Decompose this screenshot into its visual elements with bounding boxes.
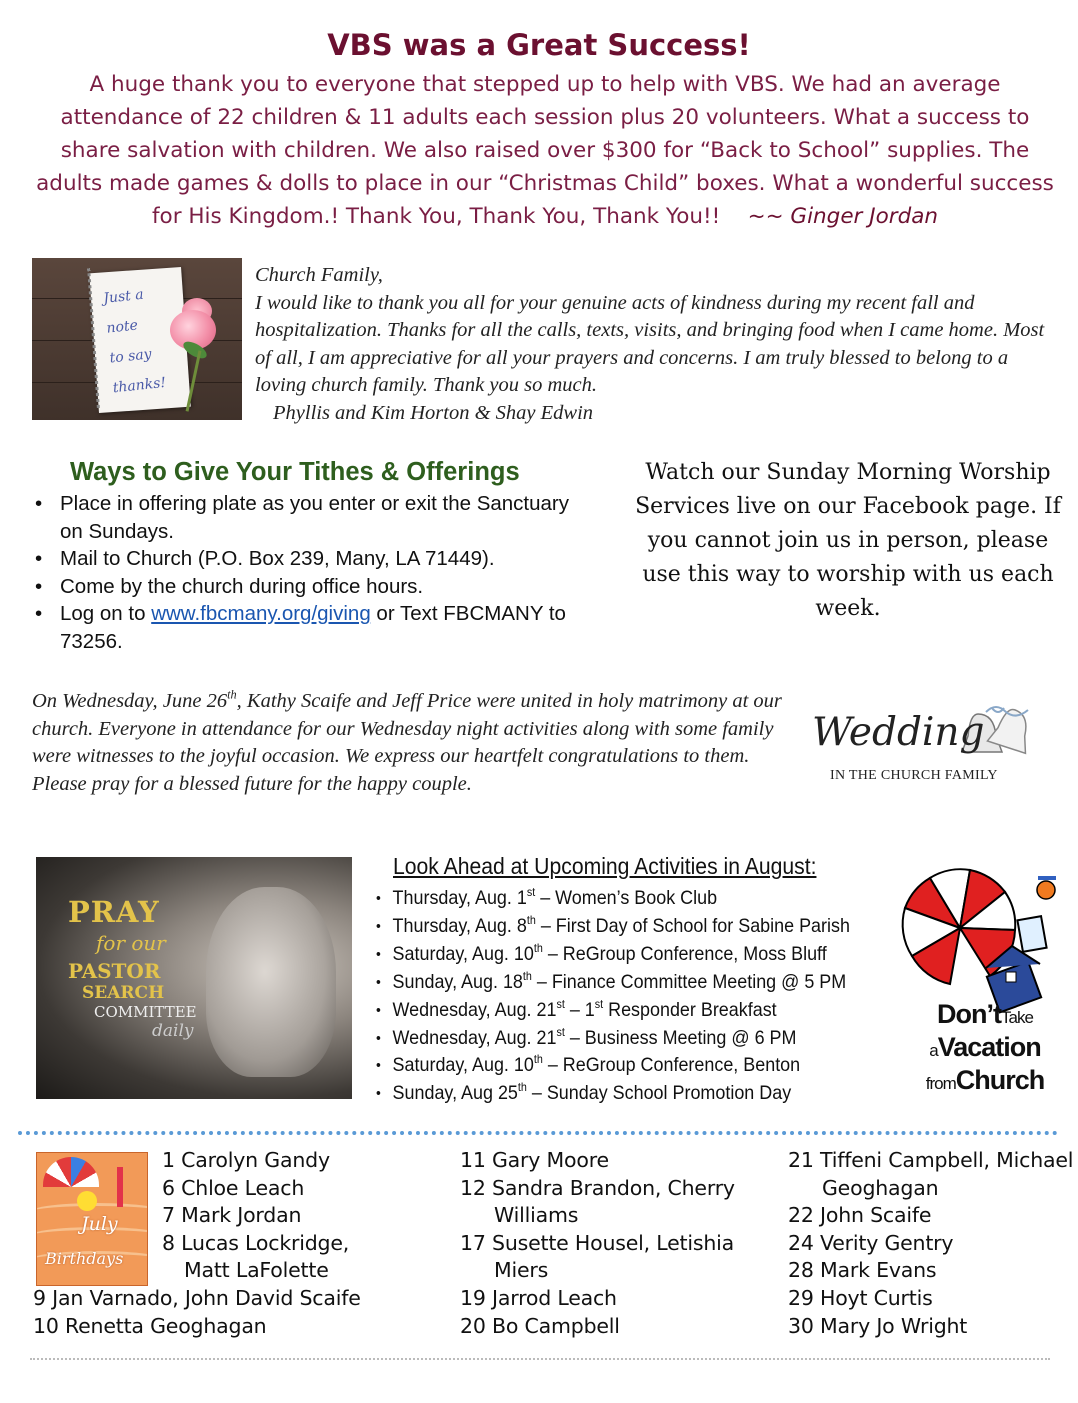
- online-suffix: or Text FBCMANY to 73256.: [60, 602, 566, 653]
- birthday-entry: 24 Verity Gentry: [788, 1230, 954, 1255]
- activity-sup: th: [517, 1081, 527, 1095]
- birthday-image-month: July: [81, 1213, 118, 1235]
- tithes-list: [32, 490, 592, 655]
- pray-line: for our: [96, 931, 166, 955]
- july-birthdays-image: [36, 1152, 148, 1286]
- bottom-divider: [30, 1358, 1050, 1360]
- list-item: [32, 600, 592, 655]
- activity-desc: – ReGroup Conference, Benton: [542, 1054, 801, 1077]
- activity-desc: – 1: [564, 998, 595, 1021]
- vacation-word: Church: [955, 1065, 1045, 1095]
- vbs-title: VBS was a Great Success!: [327, 28, 751, 62]
- activity-date: Sunday, Aug. 18: [392, 970, 523, 993]
- activity-date: Thursday, Aug. 8: [392, 914, 527, 937]
- activity-desc: – ReGroup Conference, Moss Bluff: [542, 942, 827, 965]
- activity-sup: th: [522, 969, 532, 983]
- section-divider: [18, 1131, 1058, 1135]
- birthday-column-1-continued: [33, 1285, 453, 1340]
- activities-list: [376, 885, 896, 1108]
- thank-you-letter: [255, 262, 1060, 427]
- wedding-logo-word: Wedding: [812, 710, 985, 755]
- activity-date: Wednesday, Aug. 21: [392, 998, 557, 1021]
- wedding-text-part2: , Kathy Scaife and Jeff Price were united in holy matrimony at our church. Everyone in attendance for our Wednesday night activities along with some family were witnesses to the joyful occasion. We express our heartfelt congratulations to them. Please pray for a blessed future for the happy couple.: [32, 690, 782, 795]
- activity-sup: st: [526, 885, 536, 899]
- pray-line: PASTOR: [68, 959, 161, 983]
- activity-date: Saturday, Aug. 10: [392, 942, 534, 965]
- birthday-entry: Geoghagan: [822, 1175, 939, 1200]
- vacation-slogan: [905, 1000, 1065, 1099]
- pray-line: COMMITTEE: [94, 1003, 197, 1021]
- birthday-entry: 7 Mark Jordan: [162, 1203, 302, 1228]
- list-item: • Mail to Church (P.O. Box 239, Many, LA 71449).: [32, 545, 592, 573]
- vacation-word: Don’t: [937, 999, 1002, 1029]
- birthday-entry: 21 Tiffeni Campbell, Michael: [788, 1148, 1074, 1172]
- activity-desc: – Sunday School Promotion Day: [526, 1082, 792, 1105]
- vacation-umbrella-icon: [900, 868, 1060, 1018]
- list-item: • Come by the church during office hours.: [32, 573, 592, 601]
- vacation-word: from: [925, 1074, 956, 1093]
- note-script-line: thanks!: [112, 374, 167, 397]
- birthday-entry: 22 John Scaife: [788, 1203, 932, 1228]
- activity-sup: th: [533, 941, 543, 955]
- birthday-entry: 11 Gary Moore: [460, 1148, 609, 1172]
- birthday-entry: 9 Jan Varnado, John David Scaife: [33, 1286, 361, 1310]
- birthday-image-label: Birthdays: [45, 1249, 124, 1268]
- pray-line: daily: [152, 1021, 194, 1041]
- birthday-entry: Williams: [494, 1203, 579, 1228]
- activity-item: [376, 885, 854, 913]
- activity-desc: – Women’s Book Club: [535, 887, 718, 909]
- facebook-notice: Watch our Sunday Morning Worship Services live on our Facebook page. If you cannot join us in person, please use this way to worship with us each week.: [635, 460, 1061, 621]
- activity-item: [376, 1025, 854, 1053]
- wedding-announcement: [32, 688, 802, 798]
- activity-item: [376, 941, 854, 969]
- birthday-entry: Matt LaFolette: [184, 1258, 329, 1283]
- birthday-entry: 12 Sandra Brandon, Cherry: [460, 1175, 735, 1200]
- activity-sup: th: [526, 913, 536, 927]
- wedding-logo-subtitle: IN THE CHURCH FAMILY: [830, 768, 998, 783]
- activity-desc: – Business Meeting @ 6 PM: [564, 1026, 797, 1049]
- activity-item: [376, 1052, 854, 1080]
- activity-sup: th: [533, 1053, 543, 1067]
- letter-signature: Phyllis and Kim Horton & Shay Edwin: [273, 401, 594, 424]
- wedding-text-part1: On Wednesday, June 26: [32, 690, 228, 712]
- pray-line: PRAY: [68, 895, 160, 929]
- beach-ball-icon: [77, 1191, 97, 1211]
- activity-date: Wednesday, Aug. 21: [392, 1026, 557, 1049]
- birthday-column-3: [788, 1147, 1078, 1340]
- thank-you-note-image: [32, 258, 242, 420]
- umbrella-icon: [43, 1157, 99, 1187]
- activities-heading: Look Ahead at Upcoming Activities in August:: [393, 853, 817, 879]
- activity-item: [376, 997, 854, 1025]
- activity-date: Saturday, Aug. 10: [392, 1054, 534, 1077]
- birthday-entry: 6 Chloe Leach: [162, 1175, 305, 1200]
- activity-sup: st: [556, 1025, 565, 1039]
- note-script-line: Just a: [102, 286, 145, 307]
- activity-desc: – Finance Committee Meeting @ 5 PM: [531, 970, 847, 993]
- activity-item: [376, 1080, 854, 1108]
- vbs-article: [30, 68, 1060, 233]
- birthday-column-1: [162, 1147, 462, 1285]
- birthday-entry: 29 Hoyt Curtis: [788, 1285, 933, 1310]
- activity-item: [376, 913, 854, 941]
- note-image-script: [102, 277, 184, 404]
- vbs-body-text: A huge thank you to everyone that stepped up to help with VBS. We had an average attendance of 22 children & 11 adults each session plus 20 volunteers. What a success to share salvation with children. We also raised over $300 for “Back to School” supplies. The adults made games & dolls to place in our “Christmas Child” boxes. What a wonderful success for His Kingdom.! Thank You, Thank You, Thank You!!: [36, 72, 1054, 229]
- activity-sup: st: [556, 997, 565, 1011]
- pray-line: SEARCH: [82, 983, 165, 1003]
- birthday-entry: Miers: [494, 1258, 549, 1283]
- list-item: • Place in offering plate as you enter or exit the Sanctuary on Sundays.: [32, 490, 592, 545]
- birthday-entry: 19 Jarrod Leach: [460, 1285, 617, 1310]
- activity-desc: – First Day of School for Sabine Parish: [535, 914, 850, 937]
- activity-date: Sunday, Aug 25: [392, 1082, 518, 1105]
- praying-hands-icon: [206, 887, 336, 1077]
- birthday-entry: 30 Mary Jo Wright: [788, 1313, 968, 1338]
- letter-body: I would like to thank you all for your genuine acts of kindness during my recent fall and hospitalization. Thanks for all the calls, texts, visits, and bringing food when I came home. Most of all, I am appreciative for all your prayers and concerns. I am truly blessed to belong to a loving church family. Thank you so much.: [255, 291, 1045, 396]
- activity-sup: st: [594, 997, 604, 1011]
- vacation-word: Vacation: [937, 1032, 1041, 1062]
- note-script-line: note: [105, 317, 139, 337]
- birthday-entry: 17 Susette Housel, Letishia: [460, 1230, 735, 1255]
- letter-greeting: Church Family,: [255, 264, 383, 286]
- online-prefix: Log on to: [60, 602, 152, 625]
- giving-link[interactable]: www.fbcmany.org/giving: [151, 602, 371, 625]
- note-script-line: to say: [108, 346, 153, 367]
- vbs-signature: ~~ Ginger Jordan: [747, 204, 939, 229]
- birthday-entry: 10 Renetta Geoghagan: [33, 1313, 267, 1338]
- birthday-entry: 28 Mark Evans: [788, 1258, 937, 1283]
- pray-committee-image: [36, 857, 352, 1099]
- activity-item: [376, 969, 854, 997]
- vacation-word: Take: [1001, 1008, 1033, 1027]
- tithes-heading: Ways to Give Your Tithes & Offerings: [70, 458, 520, 486]
- birthday-entry: 20 Bo Campbell: [460, 1313, 620, 1338]
- birthday-column-2: [460, 1147, 780, 1340]
- activity-date: Thursday, Aug. 1: [392, 887, 527, 909]
- wedding-text-sup: th: [227, 687, 237, 702]
- vacation-word: a: [929, 1041, 938, 1060]
- activity-desc: Responder Breakfast: [603, 998, 777, 1021]
- birthday-entry: 1 Carolyn Gandy: [162, 1148, 330, 1172]
- candle-icon: [117, 1167, 123, 1207]
- birthday-entry: 8 Lucas Lockridge,: [162, 1230, 350, 1255]
